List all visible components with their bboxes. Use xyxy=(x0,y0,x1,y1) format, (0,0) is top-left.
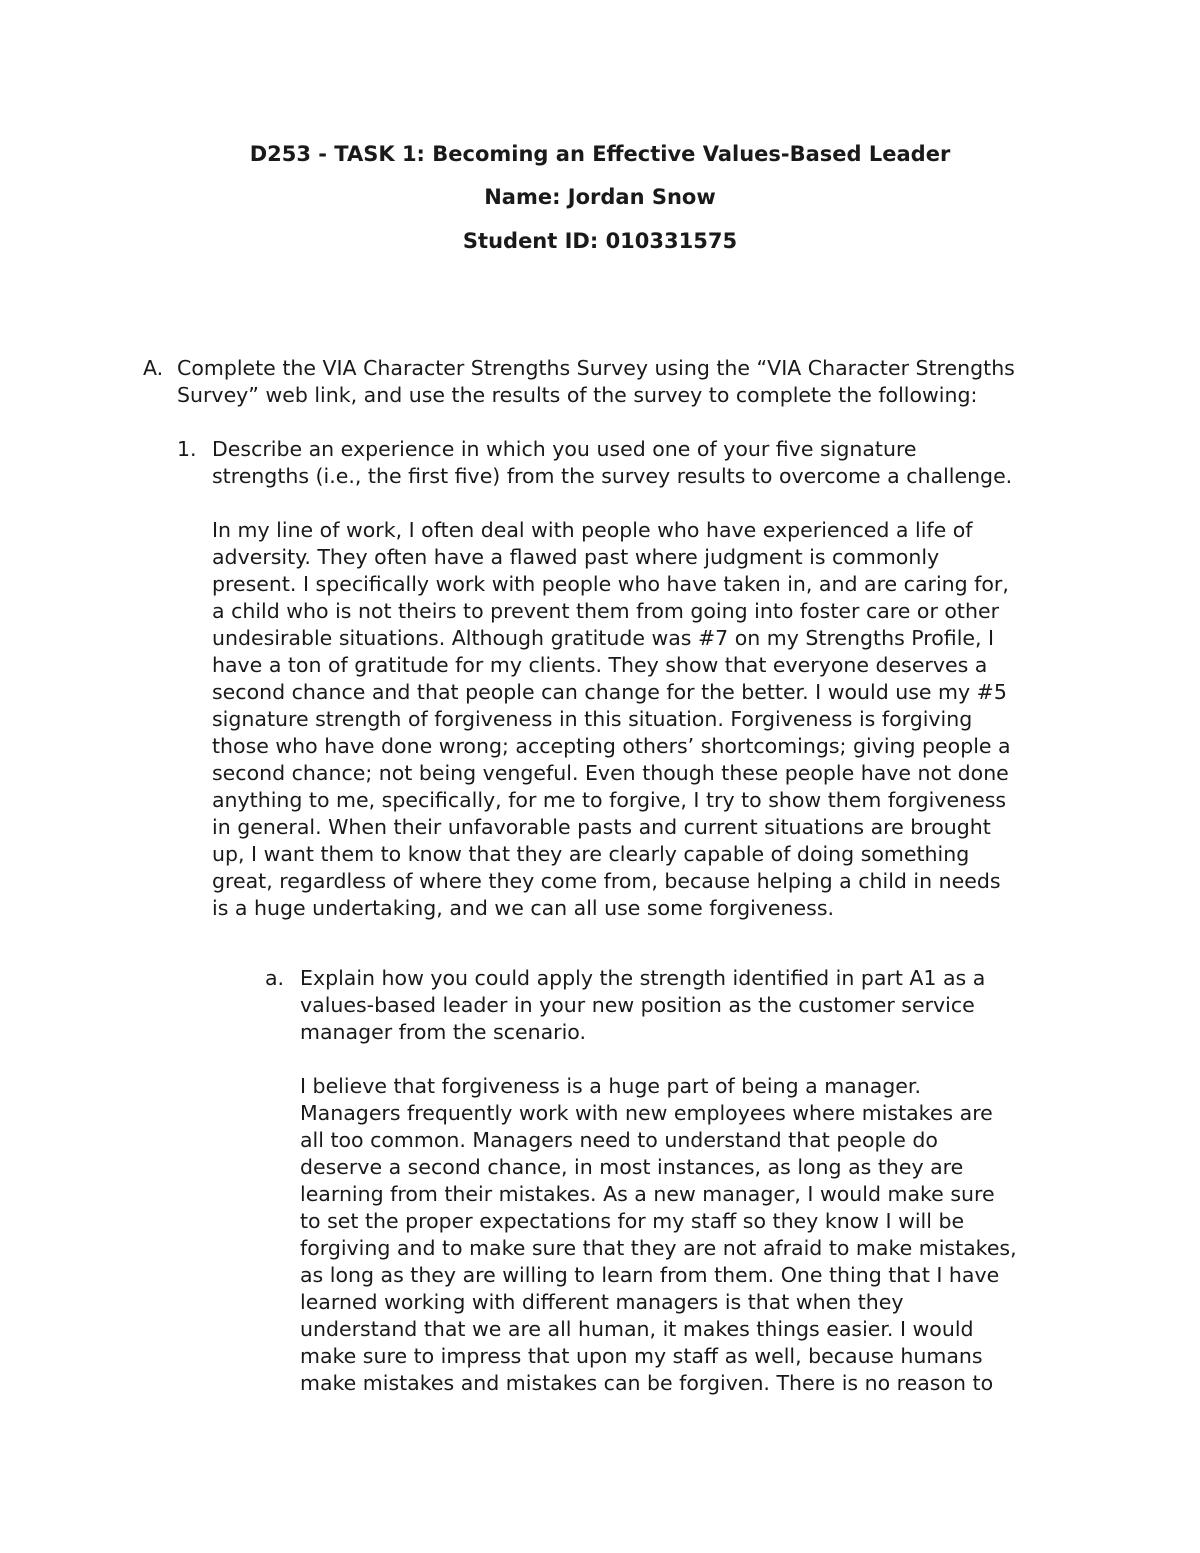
section-a-line: Survey” web link, and use the results of the survey to complete the following: xyxy=(177,383,978,407)
item-1-prompt-line: Describe an experience in which you used one of your five signature xyxy=(212,437,917,461)
item-a-answer-line: all too common. Managers need to understand that people do xyxy=(300,1128,938,1152)
item-a-answer-line: forgiving and to make sure that they are not afraid to make mistakes, xyxy=(300,1236,1017,1260)
item-a-answer-line: to set the proper expectations for my staff so they know I will be xyxy=(300,1209,965,1233)
item-a-marker: a. xyxy=(265,966,285,990)
item-1-answer-line: have a ton of gratitude for my clients. They show that everyone deserves a xyxy=(212,653,988,677)
item-a-prompt-line: manager from the scenario. xyxy=(300,1020,586,1044)
section-a-line: Complete the VIA Character Strengths Survey using the “VIA Character Strengths xyxy=(177,356,1015,380)
item-a-answer-line: make sure to impress that upon my staff as well, because humans xyxy=(300,1344,983,1368)
item-1-answer-line: a child who is not theirs to prevent them from going into foster care or other xyxy=(212,599,999,623)
item-1-answer-line: those who have done wrong; accepting others’ shortcomings; giving people a xyxy=(212,734,1011,758)
section-a-marker: A. xyxy=(143,356,164,380)
student-id: Student ID: 010331575 xyxy=(462,229,738,253)
document-title: D253 - TASK 1: Becoming an Effective Values-Based Leader xyxy=(249,142,951,166)
item-a-answer-line: as long as they are willing to learn from them. One thing that I have xyxy=(300,1263,1000,1287)
item-a-answer xyxy=(300,1073,1017,1397)
item-1-answer-line: second chance and that people can change for the better. I would use my #5 xyxy=(212,680,1007,704)
item-a-answer-line: Managers frequently work with new employees where mistakes are xyxy=(300,1101,993,1125)
item-1-answer-line: adversity. They often have a flawed past where judgment is commonly xyxy=(212,545,940,569)
item-a-answer-line: learning from their mistakes. As a new manager, I would make sure xyxy=(300,1182,995,1206)
item-a-prompt-line: values-based leader in your new position as the customer service xyxy=(300,993,975,1017)
item-1-marker: 1. xyxy=(177,437,197,461)
item-1-answer-line: In my line of work, I often deal with people who have experienced a life of xyxy=(212,518,973,542)
item-1-answer-line: is a huge undertaking, and we can all use some forgiveness. xyxy=(212,896,835,920)
section-a-prompt xyxy=(177,355,1015,409)
item-1-answer-line: anything to me, specifically, for me to forgive, I try to show them forgiveness xyxy=(212,788,1007,812)
item-a-answer-line: make mistakes and mistakes can be forgiven. There is no reason to xyxy=(300,1371,994,1395)
item-a-prompt xyxy=(300,965,985,1046)
item-1-answer-line: in general. When their unfavorable pasts and current situations are brought xyxy=(212,815,991,839)
item-1-answer-line: up, I want them to know that they are clearly capable of doing something xyxy=(212,842,970,866)
item-a-answer-line: deserve a second chance, in most instances, as long as they are xyxy=(300,1155,964,1179)
item-1-prompt xyxy=(212,436,1012,490)
item-1-answer xyxy=(212,517,1011,922)
item-1-answer-line: present. I specifically work with people who have taken in, and are caring for, xyxy=(212,572,1009,596)
student-name: Name: Jordan Snow xyxy=(484,185,716,209)
item-a-answer-line: I believe that forgiveness is a huge part of being a manager. xyxy=(300,1074,921,1098)
item-1-answer-line: second chance; not being vengeful. Even though these people have not done xyxy=(212,761,1009,785)
item-1-answer-line: signature strength of forgiveness in this situation. Forgiveness is forgiving xyxy=(212,707,973,731)
item-a-answer-line: learned working with different managers is that when they xyxy=(300,1290,904,1314)
item-1-answer-line: undesirable situations. Although gratitude was #7 on my Strengths Profile, I xyxy=(212,626,995,650)
item-a-answer-line: understand that we are all human, it makes things easier. I would xyxy=(300,1317,974,1341)
item-1-answer-line: great, regardless of where they come from, because helping a child in needs xyxy=(212,869,1001,893)
item-1-prompt-line: strengths (i.e., the first five) from the survey results to overcome a challenge. xyxy=(212,464,1013,488)
item-a-prompt-line: Explain how you could apply the strength identified in part A1 as a xyxy=(300,966,986,990)
